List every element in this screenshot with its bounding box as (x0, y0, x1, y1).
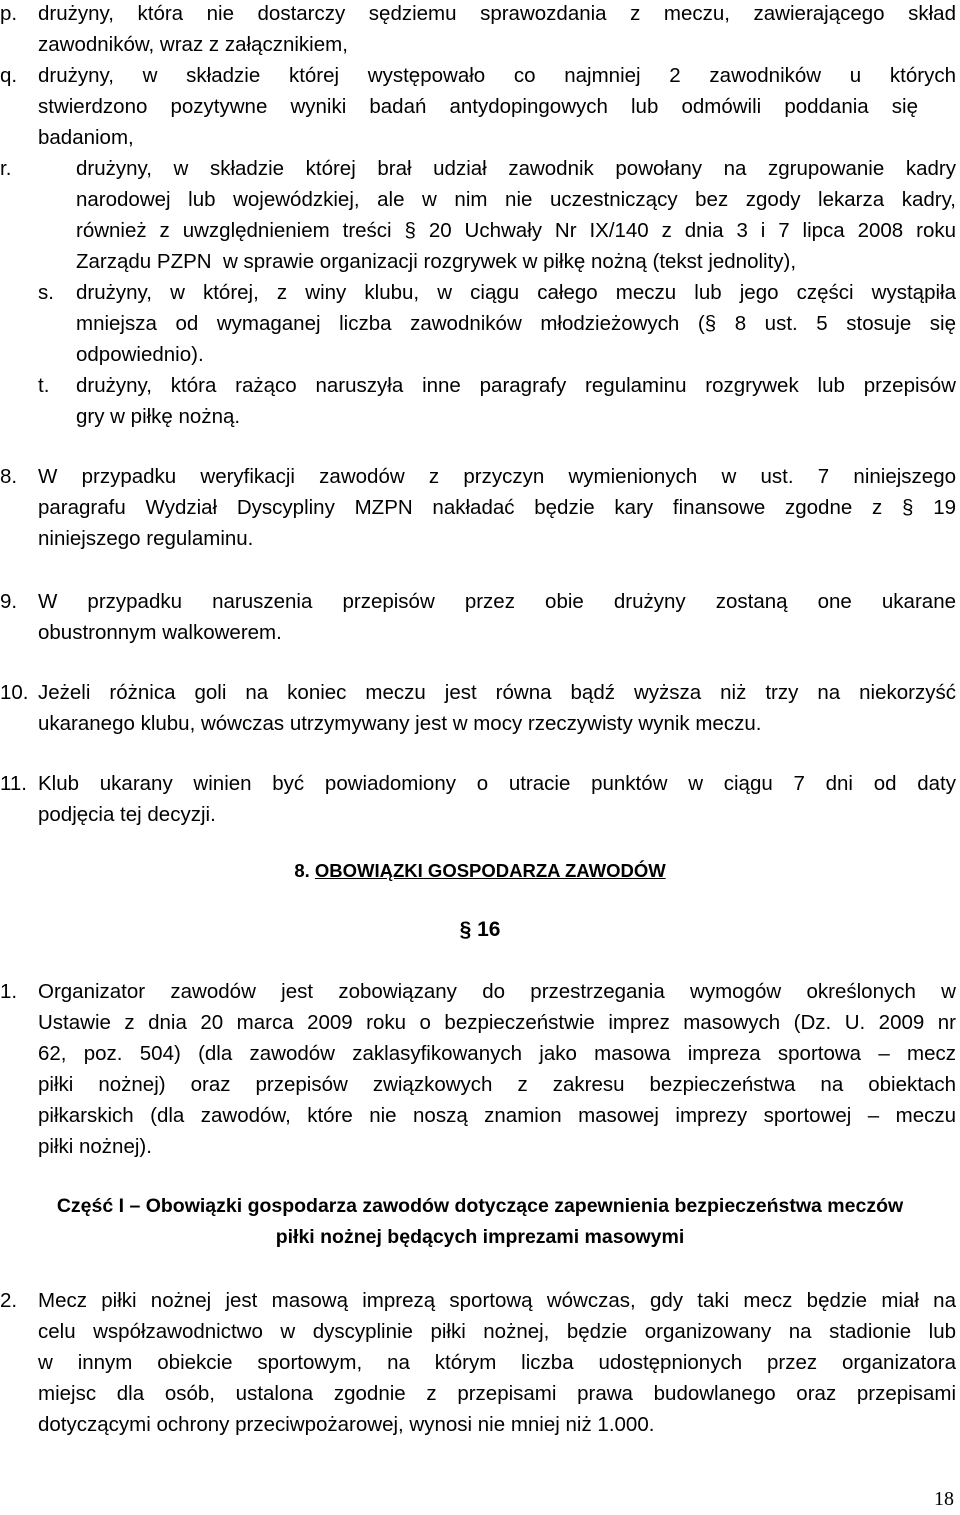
paragraph-2-line3: w innym obiekcie sportowym, na którym liczba udostępnionych przez organizatora (38, 1351, 956, 1374)
paragraph-9-line1: W przypadku naruszenia przepisów przez obie drużyny zostaną one ukarane (38, 590, 956, 613)
section-number: 8. (294, 860, 315, 881)
list-item-r-line1: drużyny, w składzie której brał udział zawodnik powołany na zgrupowanie kadry (76, 157, 956, 180)
paragraph-11-label: 11. (0, 772, 27, 795)
list-item-r-line3: również z uwzględnieniem treści § 20 Uchwały Nr IX/140 z dnia 3 i 7 lipca 2008 roku (76, 219, 956, 242)
paragraph-11-line1: Klub ukarany winien być powiadomiony o utracie punktów w ciągu 7 dni od daty (38, 772, 956, 795)
page-number: 18 (934, 1488, 954, 1510)
list-label-r: r. (0, 157, 12, 180)
list-item-r-line4: Zarządu PZPN w sprawie organizacji rozgrywek w piłkę nożną (tekst jednolity), (76, 250, 797, 273)
list-item-t-line2: gry w piłkę nożną. (76, 405, 241, 428)
list-label-q: q. (0, 64, 18, 87)
paragraph-1-line2: Ustawie z dnia 20 marca 2009 roku o bezpieczeństwie imprez masowych (Dz. U. 2009 nr (38, 1011, 956, 1034)
list-label-p: p. (0, 2, 18, 25)
list-item-p-line2: zawodników, wraz z załącznikiem, (38, 33, 348, 56)
part-heading-line1: Część I – Obowiązki gospodarza zawodów dotyczące zapewnienia bezpieczeństwa meczów (56, 1195, 904, 1217)
paragraph-1-line3: 62, poz. 504) (dla zawodów zaklasyfikowanych jako masowa impreza sportowa – mecz (38, 1042, 956, 1065)
paragraph-1-line4: piłki nożnej) oraz przepisów związkowych z zakresu bezpieczeństwa na obiektach (38, 1073, 956, 1096)
list-item-q-line3: badaniom, (38, 126, 134, 149)
paragraph-11-line2: podjęcia tej decyzji. (38, 803, 216, 826)
section-paragraph-mark: § 16 (459, 918, 501, 941)
list-item-q-line1: drużyny, w składzie której występowało co najmniej 2 zawodników u których (38, 64, 956, 87)
paragraph-10-line1: Jeżeli różnica goli na koniec meczu jest równa bądź wyższa niż trzy na niekorzyść (38, 681, 956, 704)
part-heading-line2: piłki nożnej będących imprezami masowymi (275, 1226, 685, 1248)
list-item-s-line2: mniejsza od wymaganej liczba zawodników młodzieżowych (§ 8 ust. 5 stosuje się (76, 312, 956, 335)
section-heading (0, 855, 960, 886)
paragraph-8-label: 8. (0, 465, 18, 488)
list-label-s: s. (38, 281, 54, 304)
paragraph-1-label: 1. (0, 980, 18, 1003)
paragraph-10-label: 10. (0, 681, 29, 704)
list-label-t: t. (38, 374, 50, 397)
list-item-s-line3: odpowiednio). (76, 343, 204, 366)
paragraph-9-line2: obustronnym walkowerem. (38, 621, 282, 644)
paragraph-1-line6: piłki nożnej). (38, 1135, 152, 1158)
paragraph-10-line2: ukaranego klubu, wówczas utrzymywany jest w mocy rzeczywisty wynik meczu. (38, 712, 762, 735)
paragraph-8-line3: niniejszego regulaminu. (38, 527, 254, 550)
paragraph-8-line2: paragrafu Wydział Dyscypliny MZPN nakładać będzie kary finansowe zgodne z § 19 (38, 496, 956, 519)
list-item-r-line2: narodowej lub wojewódzkiej, ale w nim nie uczestniczący bez zgody lekarza kadry, (76, 188, 956, 211)
paragraph-9-label: 9. (0, 590, 18, 613)
list-item-q-line2: stwierdzono pozytywne wyniki badań antydopingowych lub odmówili poddania się (38, 95, 918, 118)
paragraph-2-line5: dotyczącymi ochrony przeciwpożarowej, wynosi nie mniej niż 1.000. (38, 1413, 655, 1436)
paragraph-2-line4: miejsc dla osób, ustalona zgodnie z przepisami prawa budowlanego oraz przepisami (38, 1382, 956, 1405)
paragraph-2-line2: celu współzawodnictwo w dyscyplinie piłki nożnej, będzie organizowany na stadionie lub (38, 1320, 956, 1343)
paragraph-1-line1: Organizator zawodów jest zobowiązany do przestrzegania wymogów określonych w (38, 980, 956, 1003)
list-item-t-line1: drużyny, która rażąco naruszyła inne paragrafy regulaminu rozgrywek lub przepisów (76, 374, 956, 397)
paragraph-8-line1: W przypadku weryfikacji zawodów z przyczyn wymienionych w ust. 7 niniejszego (38, 465, 956, 488)
list-item-s-line1: drużyny, w której, z winy klubu, w ciągu całego meczu lub jego części wystąpiła (76, 281, 956, 304)
paragraph-1-line5: piłkarskich (dla zawodów, które nie noszą znamion masowej imprezy sportowej – meczu (38, 1104, 956, 1127)
list-item-p-line1: drużyny, która nie dostarczy sędziemu sprawozdania z meczu, zawierającego skład (38, 2, 956, 25)
section-title: OBOWIĄZKI GOSPODARZA ZAWODÓW (314, 860, 666, 881)
paragraph-2-line1: Mecz piłki nożnej jest masową imprezą sportową wówczas, gdy taki mecz będzie miał na (38, 1289, 956, 1312)
paragraph-2-label: 2. (0, 1289, 18, 1312)
